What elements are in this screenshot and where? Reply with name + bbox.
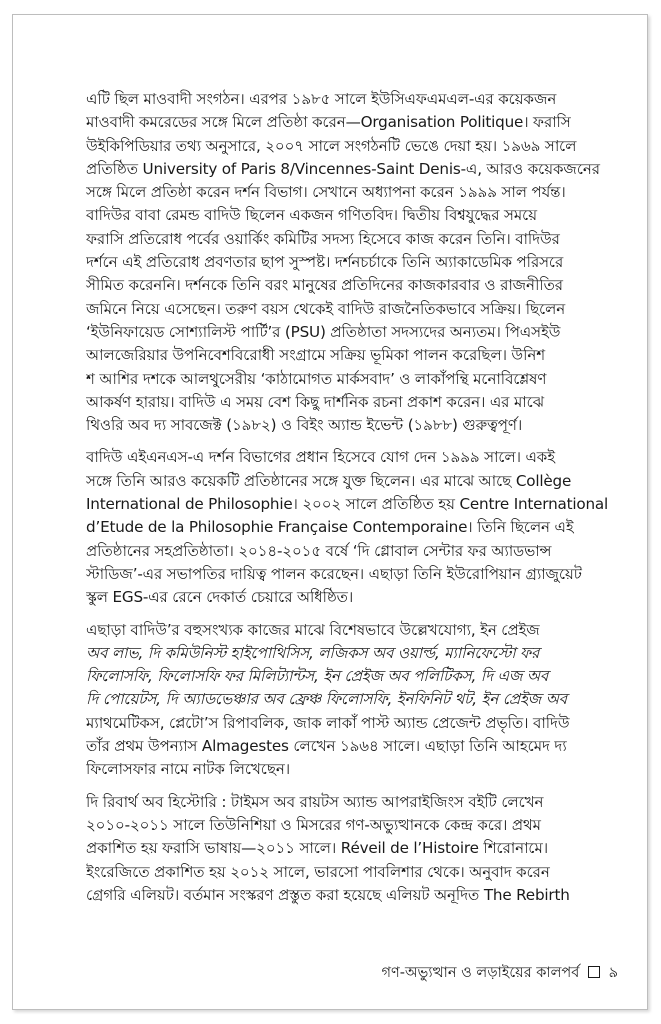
square-bullet-icon xyxy=(588,966,600,978)
text-line: দর্শনে এই প্রতিরোধ প্রবণতার ছাপ সুস্পষ্ট। দর্শনচর্চাকে তিনি অ্যাকাডেমিক পরিসরে xyxy=(86,253,564,272)
text-line: থিওরি অব দ্য সাবজেক্ট (১৯৮২) ও বিইং অ্যান্ড ইভেন্ট (১৯৮৮) গুরুত্বপূর্ণ। xyxy=(86,416,523,435)
text-line: দি পোয়েটস, দি অ্যাডভেঞ্চার অব ফ্রেঞ্চ ফিলোসফি, ইনফিনিট থট, ইন প্রেইজ অব xyxy=(86,690,567,709)
text-line: মাওবাদী কমরেডের সঙ্গে মিলে প্রতিষ্ঠা করেন—Organisation Politique। ফরাসি xyxy=(86,113,571,132)
text-line: বাদিউ এইএনএস-এ দর্শন বিভাগের প্রধান হিসেবে যোগ দেন ১৯৯৯ সালে। একই xyxy=(86,448,555,467)
text-line: সঙ্গে তিনি আরও কয়েকটি প্রতিষ্ঠানের সঙ্গে যুক্ত ছিলেন। এর মাঝে আছে Collège xyxy=(86,471,572,490)
text-line: বাদিউর বাবা রেমন্ড বাদিউ ছিলেন একজন গণিতবিদ। দ্বিতীয় বিশ্বযুদ্ধের সময়ে xyxy=(86,206,537,225)
text-line: স্কুল EGS-এর রেনে দেকার্ত চেয়ারে অধিষ্ঠিত। xyxy=(86,588,354,607)
text-line: ফরাসি প্রতিরোধ পর্বের ওয়ার্কিং কমিটির সদস্য হিসেবে কাজ করেন তিনি। বাদিউর xyxy=(86,229,560,248)
text-line: প্রতিষ্ঠিত University of Paris 8/Vincennes-Saint Denis-এ, আরও কয়েকজনের xyxy=(86,159,600,178)
text-line: প্রতিষ্ঠানের সহপ্রতিষ্ঠাতা। ২০১৪-২০১৫ বর্ষে ‘দি গ্লোবাল সেন্টার ফর অ্যাডভান্স xyxy=(86,541,552,560)
text-line: আকর্ষণ হারায়। বাদিউ এ সময় বেশ কিছু দার্শনিক রচনা প্রকাশ করেন। এর মাঝে xyxy=(86,392,544,411)
text-line: অব লাভ, দি কমিউনিস্ট হাইপোথিসিস, লজিকস অব ওয়ার্ল্ড, ম্যানিফেস্টো ফর xyxy=(86,643,540,662)
text-line: জমিনে নিয়ে এসেছেন। তরুণ বয়স থেকেই বাদিউ রাজনৈতিকভাবে সক্রিয়। ছিলেন xyxy=(86,299,566,318)
text-line: স্টাডিজ’-এর সভাপতির দায়িত্ব পালন করেছেন। এছাড়া তিনি ইউরোপিয়ান গ্র্যাজুয়েট xyxy=(86,564,582,583)
paragraph-3 xyxy=(86,619,618,782)
text-line: ‘ইউনিফায়েড সোশ্যালিস্ট পার্টি’র (PSU) প্রতিষ্ঠাতা সদস্যদের অন্যতম। পিএসইউ xyxy=(86,322,561,341)
text-line: প্রকাশিত হয় ফরাসি ভাষায়—২০১১ সালে। Réveil de l’Histoire শিরোনামে। xyxy=(86,839,548,858)
text-line: এছাড়া বাদিউ’র বহুসংখ্যক কাজের মাঝে বিশেষভাবে উল্লেখযোগ্য, ইন প্রেইজ xyxy=(86,620,540,639)
running-title: গণ-অভ্যুত্থান ও লড়াইয়ের কালপর্ব xyxy=(381,965,580,981)
page-number: ৯ xyxy=(608,965,618,981)
body-text xyxy=(86,88,618,916)
paragraph-1 xyxy=(86,88,618,437)
text-line: ফিলোসফি, ফিলোসফি ফর মিলিট্যান্টস, ইন প্রেইজ অব পলিটিকস, দি এজ অব xyxy=(86,667,549,686)
paragraph-2 xyxy=(86,446,618,609)
text-line: শ আশির দশকে আলথুসেরীয় ‘কাঠামোগত মার্কসবাদ’ ও লাকাঁপন্থি মনোবিশ্লেষণ xyxy=(86,369,547,388)
text-line: তাঁর প্রথম উপন্যাস Almagestes লেখেন ১৯৬৪ সালে। এছাড়া তিনি আহমেদ দ্য xyxy=(86,737,567,756)
text-line: সঙ্গে মিলে প্রতিষ্ঠা করেন দর্শন বিভাগ। সেখানে অধ্যাপনা করেন ১৯৯৯ সাল পর্যন্ত। xyxy=(86,183,566,202)
paragraph-4 xyxy=(86,791,618,907)
text-line: উইকিপিডিয়ার তথ্য অনুসারে, ২০০৭ সালে সংগঠনটি ভেঙে দেয়া হয়। ১৯৬৯ সালে xyxy=(86,136,577,155)
text-line: আলজেরিয়ার উপনিবেশবিরোধী সংগ্রামে সক্রিয় ভূমিকা পালন করেছিল। উনিশ xyxy=(86,346,546,365)
text-line: International de Philosophie। ২০০২ সালে প্রতিষ্ঠিত হয় Centre International xyxy=(86,495,609,514)
text-line: গ্রেগরি এলিয়ট। বর্তমান সংস্করণ প্রস্তুত করা হয়েছে এলিয়ট অনূদিত The Rebirth xyxy=(86,885,570,904)
text-line: দি রিবার্থ অব হিস্টোরি : টাইমস অব রায়টস অ্যান্ড আপরাইজিংস বইটি লেখেন xyxy=(86,792,544,811)
text-line: সীমিত করেননি। দর্শনকে তিনি বরং মানুষের প্রতিদিনের কাজকারবার ও রাজনীতির xyxy=(86,276,563,295)
text-line: d’Etude de la Philosophie Française Contemporaine। তিনি ছিলেন এই xyxy=(86,518,574,537)
text-line: ফিলোসফার নামে নাটক লিখেছেন। xyxy=(86,760,290,779)
text-line: ইংরেজিতে প্রকাশিত হয় ২০১২ সালে, ভারসো পাবলিশার থেকে। অনুবাদ করেন xyxy=(86,862,550,881)
page-footer xyxy=(86,962,618,986)
text-line: ২০১০-২০১১ সালে তিউনিশিয়া ও মিসরের গণ-অভ্যুত্থানকে কেন্দ্র করে। প্রথম xyxy=(86,815,541,834)
text-line: ম্যাথমেটিকস, প্লেটো’স রিপাবলিক, জাক লাকাঁ পাস্ট অ্যান্ড প্রেজেন্ট প্রভৃতি। বাদিউ xyxy=(86,713,570,732)
text-line: এটি ছিল মাওবাদী সংগঠন। এরপর ১৯৮৫ সালে ইউসিএফএমএল-এর কয়েকজন xyxy=(86,90,557,108)
